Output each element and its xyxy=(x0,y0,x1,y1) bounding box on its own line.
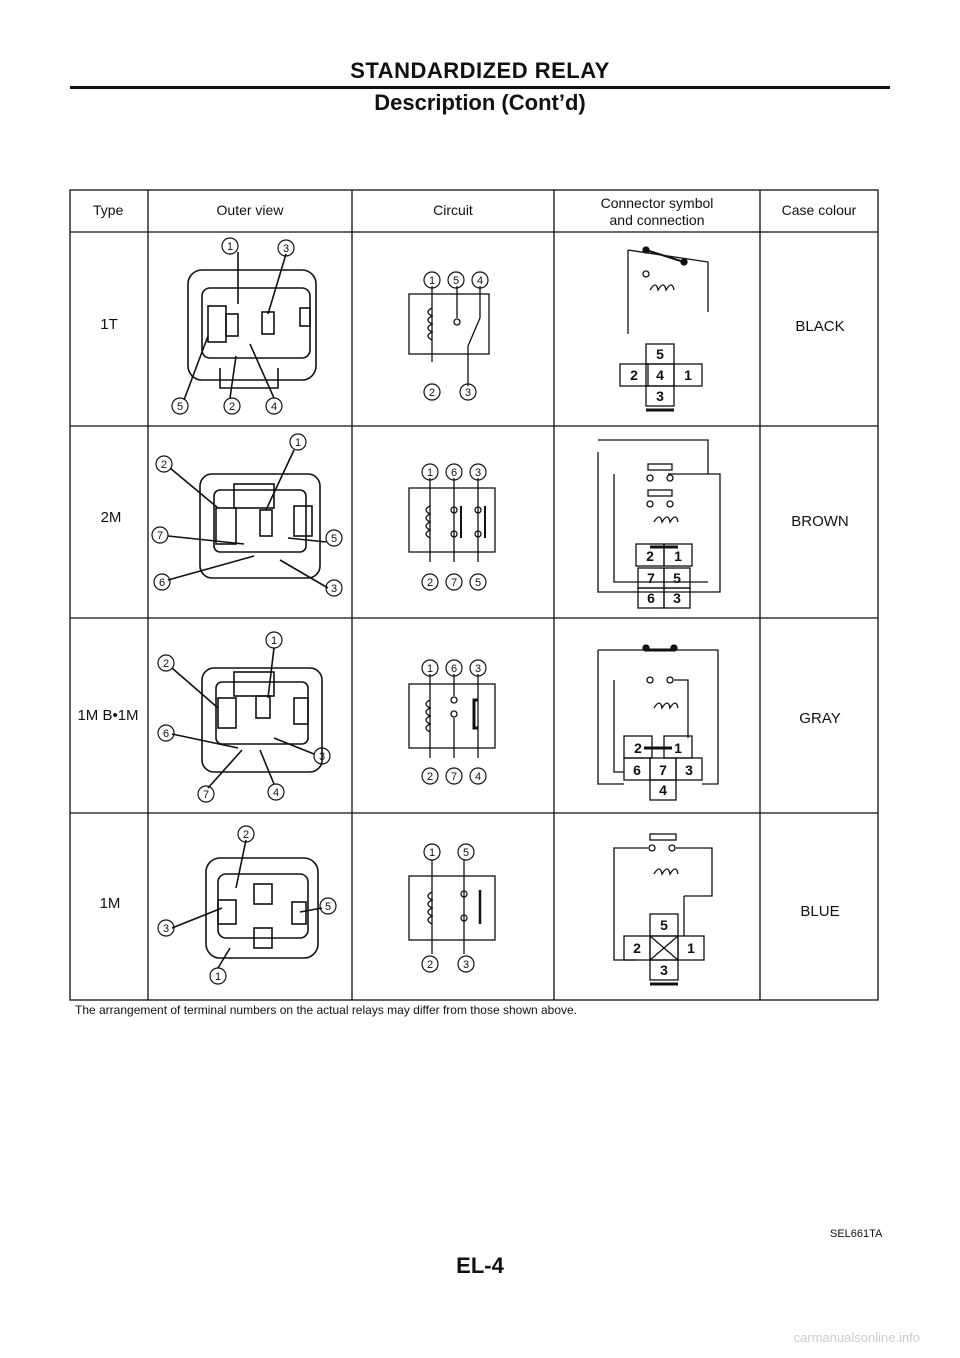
svg-text:3: 3 xyxy=(162,923,170,935)
svg-text:3: 3 xyxy=(318,751,326,763)
svg-text:5: 5 xyxy=(452,275,460,287)
svg-text:2: 2 xyxy=(428,387,436,399)
svg-text:4: 4 xyxy=(659,782,667,798)
svg-text:5: 5 xyxy=(176,401,184,413)
relay-table-grid xyxy=(68,188,880,1002)
svg-text:3: 3 xyxy=(464,387,472,399)
figure-code: SEL661TA xyxy=(830,1228,883,1240)
svg-text:3: 3 xyxy=(474,467,482,479)
svg-text:7: 7 xyxy=(156,530,164,542)
svg-text:7: 7 xyxy=(202,789,210,801)
colour-brown: BROWN xyxy=(791,513,849,530)
type-1mb1m: 1M B•1M xyxy=(77,707,139,724)
svg-text:4: 4 xyxy=(272,787,280,799)
svg-text:1: 1 xyxy=(270,635,278,647)
svg-text:1: 1 xyxy=(684,367,692,383)
circuit-1mb1m xyxy=(409,674,495,758)
svg-text:4: 4 xyxy=(656,367,664,383)
header-type: Type xyxy=(93,202,124,218)
svg-text:1: 1 xyxy=(426,663,434,675)
svg-text:2: 2 xyxy=(646,548,654,564)
outer-labels-2m xyxy=(152,434,342,596)
svg-text:1: 1 xyxy=(687,940,695,956)
type-1m: 1M xyxy=(99,895,121,912)
circuit-1m xyxy=(409,860,495,954)
svg-text:1: 1 xyxy=(294,437,302,449)
circuit-1t xyxy=(409,286,489,386)
svg-text:2: 2 xyxy=(160,459,168,471)
svg-text:7: 7 xyxy=(659,762,667,778)
svg-text:2: 2 xyxy=(630,367,638,383)
site-watermark: carmanualsonline.info xyxy=(793,1330,920,1345)
svg-text:3: 3 xyxy=(660,962,668,978)
svg-text:1: 1 xyxy=(426,467,434,479)
circuit-labels-1t xyxy=(424,272,488,400)
svg-text:5: 5 xyxy=(474,577,482,589)
svg-text:1: 1 xyxy=(226,241,234,253)
header-circuit: Circuit xyxy=(433,202,473,218)
connector-2m xyxy=(598,440,720,608)
svg-text:2: 2 xyxy=(633,940,641,956)
table-grid-lines xyxy=(70,190,878,1000)
svg-text:1: 1 xyxy=(674,548,682,564)
svg-text:5: 5 xyxy=(656,346,664,362)
svg-text:6: 6 xyxy=(633,762,641,778)
svg-text:6: 6 xyxy=(450,663,458,675)
svg-text:2: 2 xyxy=(228,401,236,413)
header-outer-view: Outer view xyxy=(216,202,284,218)
type-2m: 2M xyxy=(100,509,122,526)
type-1t: 1T xyxy=(100,316,118,333)
colour-blue: BLUE xyxy=(800,903,840,920)
svg-text:3: 3 xyxy=(474,663,482,675)
svg-text:6: 6 xyxy=(450,467,458,479)
svg-text:5: 5 xyxy=(324,901,332,913)
svg-text:7: 7 xyxy=(450,771,458,783)
svg-text:1: 1 xyxy=(428,847,436,859)
connector-labels-1t xyxy=(630,346,692,404)
svg-text:3: 3 xyxy=(685,762,693,778)
outer-view-1m xyxy=(172,840,322,968)
svg-text:4: 4 xyxy=(270,401,278,413)
svg-text:3: 3 xyxy=(673,590,681,606)
section-subtitle: Description (Cont’d) xyxy=(374,90,586,115)
svg-text:6: 6 xyxy=(162,728,170,740)
svg-text:2: 2 xyxy=(162,658,170,670)
svg-text:2: 2 xyxy=(426,577,434,589)
svg-text:5: 5 xyxy=(673,570,681,586)
svg-text:4: 4 xyxy=(474,771,482,783)
svg-text:1: 1 xyxy=(214,971,222,983)
svg-text:5: 5 xyxy=(330,533,338,545)
outer-view-1t xyxy=(184,252,316,400)
circuit-2m xyxy=(409,478,495,562)
svg-text:5: 5 xyxy=(660,917,668,933)
connector-1mb1m xyxy=(598,645,718,800)
header-connector-2: and connection xyxy=(609,212,705,228)
svg-text:2: 2 xyxy=(634,740,642,756)
svg-text:3: 3 xyxy=(656,388,664,404)
svg-text:6: 6 xyxy=(158,577,166,589)
connector-1t xyxy=(620,247,708,410)
svg-text:6: 6 xyxy=(647,590,655,606)
outer-view-1mb1m xyxy=(172,648,322,788)
svg-text:3: 3 xyxy=(330,583,338,595)
svg-text:2: 2 xyxy=(242,829,250,841)
svg-text:1: 1 xyxy=(674,740,682,756)
section-title: STANDARDIZED RELAY xyxy=(350,58,610,83)
footnote: The arrangement of terminal numbers on the actual relays may differ from those shown above. xyxy=(75,1003,578,1017)
svg-text:4: 4 xyxy=(476,275,484,287)
svg-text:2: 2 xyxy=(426,771,434,783)
outer-labels-1mb1m xyxy=(158,632,330,802)
colour-black: BLACK xyxy=(795,318,845,335)
svg-text:7: 7 xyxy=(647,570,655,586)
outer-view-2m xyxy=(168,450,328,588)
svg-text:5: 5 xyxy=(462,847,470,859)
header-connector: Connector symbol xyxy=(600,195,714,211)
svg-text:3: 3 xyxy=(282,243,290,255)
relay-table xyxy=(68,188,880,1002)
svg-text:3: 3 xyxy=(462,959,470,971)
circuit-labels-1m xyxy=(422,844,474,972)
header-case-colour: Case colour xyxy=(781,202,857,218)
svg-text:1: 1 xyxy=(428,275,436,287)
outer-labels-1m xyxy=(158,826,336,984)
svg-text:7: 7 xyxy=(450,577,458,589)
colour-gray: GRAY xyxy=(799,710,841,727)
header-rule xyxy=(70,86,890,89)
svg-text:2: 2 xyxy=(426,959,434,971)
page-number: EL-4 xyxy=(456,1253,504,1278)
